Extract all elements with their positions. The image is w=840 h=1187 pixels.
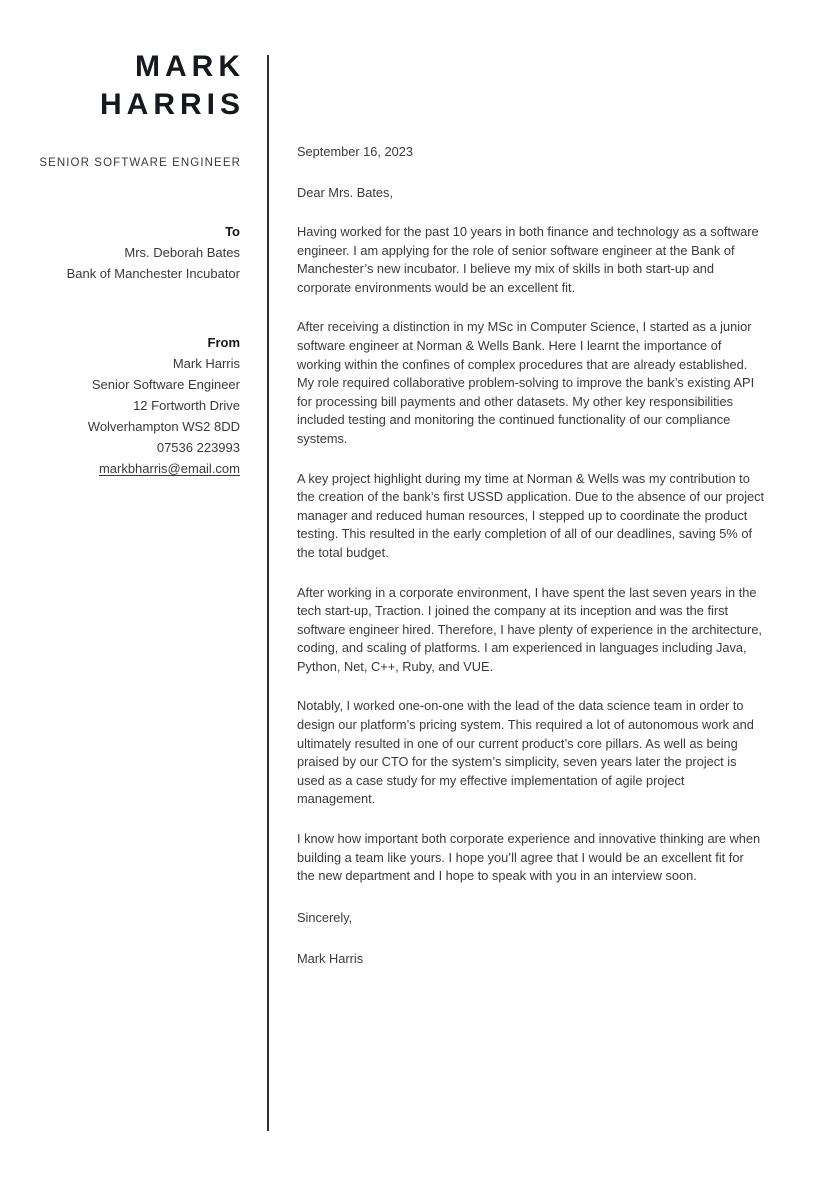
sender-email-link[interactable]: markbharris@email.com <box>98 461 240 476</box>
sender-phone: 07536 223993 <box>156 440 240 455</box>
job-title: SENIOR SOFTWARE ENGINEER <box>39 157 241 169</box>
letter-body <box>297 142 765 968</box>
sender-block <box>20 332 240 479</box>
sender-city-postcode: Wolverhampton WS2 8DD <box>87 419 240 434</box>
first-name: MARK <box>135 50 245 83</box>
sender-heading: From <box>207 335 240 350</box>
vertical-divider <box>267 55 269 1131</box>
sender-street-address: 12 Fortworth Drive <box>133 398 240 413</box>
sender-email-row <box>20 458 240 479</box>
letter-paragraph: Having worked for the past 10 years in both finance and technology as a software engineer. I am applying for the role of senior software engineer at the Bank of Manchester’s new incubator. I believe my mix of skills in both start-up and corporate environments would be an excellent fit. <box>297 224 759 295</box>
letter-paragraph: Notably, I worked one-on-one with the lead of the data science team in order to design our platform’s pricing system. This required a lot of autonomous work and ultimately resulted in one of our current product’s core pillars. As well as being praised by our CTO for the system’s simplicity, seven years later the project is used as a case study for my effective implementation of agile project management. <box>297 698 754 807</box>
recipient-block <box>20 221 240 284</box>
name-block <box>20 48 245 124</box>
letter-date: September 16, 2023 <box>297 144 413 159</box>
letter-paragraph: After working in a corporate environment, I have spent the last seven years in the tech start-up, Traction. I joined the company at its inception and was the first software engineer hired. Therefore, I have plenty of experience in the architecture, coding, and scaling of platforms. I am experienced in languages including Java, Python, Net, C++, Ruby, and VUE. <box>297 584 762 674</box>
recipient-name: Mrs. Deborah Bates <box>124 245 240 260</box>
sidebar <box>0 0 245 479</box>
recipient-heading: To <box>225 224 240 239</box>
sender-job-title: Senior Software Engineer <box>91 377 240 392</box>
sender-name: Mark Harris <box>172 356 240 371</box>
letter-salutation: Dear Mrs. Bates, <box>297 185 394 200</box>
letter-signature: Mark Harris <box>297 950 364 966</box>
letter-paragraph: After receiving a distinction in my MSc in Computer Science, I started as a junior software engineer at Norman & Wells Bank. Here I learnt the importance of working within the confines of complex procedures that are already established. My role required collaborative problem-solving to improve the bank’s existing API for processing bill payments and other datasets. My other key responsibilities included testing and monitoring the continued functionality of our compliance systems. <box>297 319 755 446</box>
letter-paragraph: I know how important both corporate experience and innovative thinking are when building a team like yours. I hope you’ll agree that I would be an excellent fit for the new department and I hope to speak with you in an interview soon. <box>297 831 761 884</box>
letter-paragraph: A key project highlight during my time at Norman & Wells was my contribution to the creation of the bank’s first USSD application. Due to the absence of our project manager and reduced human resources, I stepped up to coordinate the product testing. This resulted in the early completion of all of our deadlines, saving 5% of the total budget. <box>297 470 765 560</box>
recipient-company: Bank of Manchester Incubator <box>66 266 240 281</box>
last-name: HARRIS <box>99 88 245 121</box>
letter-closing: Sincerely, <box>297 909 353 925</box>
